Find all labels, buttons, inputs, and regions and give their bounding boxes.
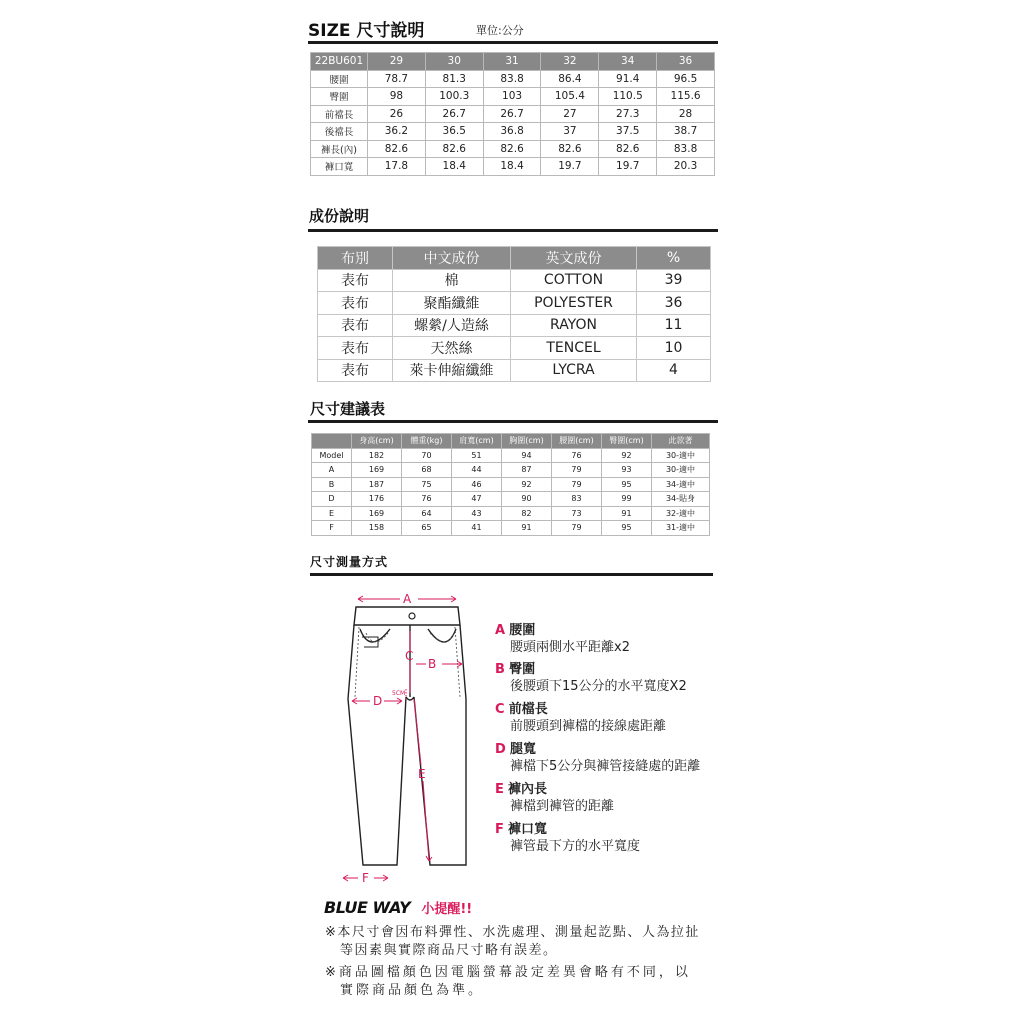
legend-desc: 褲檔到褲管的距離 xyxy=(510,799,615,814)
size_section-cell: 26 xyxy=(368,105,426,123)
legend-title: 臀圍 xyxy=(509,662,536,677)
composition_section-cell: COTTON xyxy=(511,269,637,292)
size_section-cell: 82.6 xyxy=(368,140,426,158)
diagram-label-d: D xyxy=(373,694,383,708)
fit_section-cell: 90 xyxy=(502,492,552,507)
table-row xyxy=(311,158,715,176)
size_section-cell: 28 xyxy=(657,105,715,123)
fit_section-cell: Model xyxy=(312,448,352,463)
size_section-cell: 37.5 xyxy=(599,123,657,141)
fit-section-title: 尺寸建議表 xyxy=(310,400,386,418)
size_section-cell: 27.3 xyxy=(599,105,657,123)
size_section-cell: 26.7 xyxy=(483,105,541,123)
measure-section-rule xyxy=(310,573,713,576)
reminder-note-line: 實際商品顏色為準。 xyxy=(340,983,485,998)
size-table xyxy=(310,52,715,176)
table-row xyxy=(318,337,711,360)
fit_section-cell: B xyxy=(312,477,352,492)
fit_section-cell: 176 xyxy=(352,492,402,507)
size_section-cell: 82.6 xyxy=(483,140,541,158)
fit_section-header-cell: 腰圍(cm) xyxy=(552,434,602,449)
composition_section-cell: 聚酯纖維 xyxy=(393,292,511,315)
legend-letter: D xyxy=(495,742,506,757)
composition-section-title: 成份說明 xyxy=(309,207,370,225)
fit_section-cell: 83 xyxy=(552,492,602,507)
brand-logo: BLUE WAY xyxy=(324,898,411,917)
fit_section-cell: 95 xyxy=(602,477,652,492)
size_section-cell: 17.8 xyxy=(368,158,426,176)
size_section-cell: 78.7 xyxy=(368,70,426,88)
size_section-cell: 81.3 xyxy=(425,70,483,88)
table-row xyxy=(311,123,715,141)
table-row xyxy=(312,463,710,478)
composition_section-cell: 11 xyxy=(637,314,711,337)
fit_section-cell: 92 xyxy=(502,477,552,492)
size_section-header-cell: 30 xyxy=(425,53,483,71)
fit_section-cell: 76 xyxy=(402,492,452,507)
composition-table-header xyxy=(318,247,711,270)
fit_section-cell: 99 xyxy=(602,492,652,507)
size_section-cell: 27 xyxy=(541,105,599,123)
fit_section-cell: 68 xyxy=(402,463,452,478)
size_section-header-cell: 32 xyxy=(541,53,599,71)
diagram-label-c: C xyxy=(405,649,414,663)
legend-letter: E xyxy=(495,782,504,797)
fit_section-cell: 169 xyxy=(352,463,402,478)
size-table-body xyxy=(311,70,715,175)
composition_section-cell: 表布 xyxy=(318,269,393,292)
fit_section-cell: 46 xyxy=(452,477,502,492)
legend-desc: 褲檔下5公分與褲管接縫處的距離 xyxy=(510,759,701,774)
fit_section-cell: 34-適中 xyxy=(652,477,710,492)
fit_section-cell: 47 xyxy=(452,492,502,507)
fit_section-cell: 94 xyxy=(502,448,552,463)
size_section-cell: 82.6 xyxy=(541,140,599,158)
legend-item xyxy=(495,741,700,775)
diagram-label-b: B xyxy=(428,657,437,671)
reminder-note-line: 等因素與實際商品尺寸略有誤差。 xyxy=(340,943,558,958)
composition_section-cell: 表布 xyxy=(318,314,393,337)
fit_section-header-cell: 身高(cm) xyxy=(352,434,402,449)
size_section-cell: 19.7 xyxy=(599,158,657,176)
fit_section-cell: 51 xyxy=(452,448,502,463)
fit-table-body xyxy=(312,448,710,535)
composition_section-header-cell: % xyxy=(637,247,711,270)
fit_section-cell: 30-適中 xyxy=(652,448,710,463)
composition_section-header-cell: 布別 xyxy=(318,247,393,270)
fit_section-cell: 44 xyxy=(452,463,502,478)
size-section-title: SIZE 尺寸說明 xyxy=(308,21,425,41)
size_section-header-cell: 29 xyxy=(368,53,426,71)
composition_section-cell: 4 xyxy=(637,359,711,382)
fit_section-cell: 65 xyxy=(402,521,452,536)
fit_section-cell: 76 xyxy=(552,448,602,463)
size_section-cell: 18.4 xyxy=(483,158,541,176)
composition_section-cell: POLYESTER xyxy=(511,292,637,315)
composition_section-cell: 36 xyxy=(637,292,711,315)
size_section-cell: 96.5 xyxy=(657,70,715,88)
size-unit-label: 單位:公分 xyxy=(476,24,524,37)
fit_section-cell: 82 xyxy=(502,506,552,521)
legend-letter: C xyxy=(495,702,505,717)
composition_section-header-cell: 英文成份 xyxy=(511,247,637,270)
fit_section-header-cell: 臀圍(cm) xyxy=(602,434,652,449)
fit-section-rule xyxy=(308,420,718,423)
fit_section-cell: 93 xyxy=(602,463,652,478)
size_section-header-cell: 31 xyxy=(483,53,541,71)
composition_section-cell: TENCEL xyxy=(511,337,637,360)
size-table-header xyxy=(311,53,715,71)
fit_section-cell: 182 xyxy=(352,448,402,463)
fit_section-cell: 95 xyxy=(602,521,652,536)
fit_section-cell: 41 xyxy=(452,521,502,536)
size_section-header-cell: 22BU601 xyxy=(311,53,368,71)
fit_section-cell: 92 xyxy=(602,448,652,463)
diagram-label-a: A xyxy=(403,592,412,606)
table-row xyxy=(318,269,711,292)
size_section-cell: 褲長(內) xyxy=(311,140,368,158)
table-row xyxy=(311,140,715,158)
fit_section-cell: 30-適中 xyxy=(652,463,710,478)
legend-title: 前檔長 xyxy=(508,702,548,717)
size_section-cell: 38.7 xyxy=(657,123,715,141)
table-row xyxy=(318,292,711,315)
size_section-cell: 26.7 xyxy=(425,105,483,123)
size_section-cell: 115.6 xyxy=(657,88,715,106)
table-row xyxy=(311,70,715,88)
legend-desc: 腰頭兩側水平距離x2 xyxy=(510,640,630,655)
size_section-cell: 19.7 xyxy=(541,158,599,176)
size_section-cell: 腰圍 xyxy=(311,70,368,88)
diagram-label-5cm: 5CM xyxy=(392,690,406,697)
size_section-cell: 18.4 xyxy=(425,158,483,176)
legend-title: 褲內長 xyxy=(508,782,548,797)
diagram-label-f: F xyxy=(362,871,369,885)
composition-table-body xyxy=(318,269,711,382)
fit_section-cell: 79 xyxy=(552,463,602,478)
diagram-label-e: E xyxy=(418,767,426,781)
size_section-cell: 86.4 xyxy=(541,70,599,88)
size_section-cell: 前襠長 xyxy=(311,105,368,123)
size_section-cell: 105.4 xyxy=(541,88,599,106)
size_section-cell: 110.5 xyxy=(599,88,657,106)
size_section-cell: 82.6 xyxy=(599,140,657,158)
fit_section-cell: 158 xyxy=(352,521,402,536)
composition_section-cell: 表布 xyxy=(318,359,393,382)
fit_section-cell: A xyxy=(312,463,352,478)
legend-desc: 褲管最下方的水平寬度 xyxy=(510,839,641,854)
fit_section-cell: 73 xyxy=(552,506,602,521)
table-row xyxy=(312,492,710,507)
size_section-header-cell: 34 xyxy=(599,53,657,71)
size_section-cell: 37 xyxy=(541,123,599,141)
fit_section-cell: 187 xyxy=(352,477,402,492)
size_section-cell: 36.8 xyxy=(483,123,541,141)
fit_section-header-cell: 體重(kg) xyxy=(402,434,452,449)
fit_section-header-cell: 肩寬(cm) xyxy=(452,434,502,449)
reminder-note-line: ※商品圖檔顏色因電腦螢幕設定差異會略有不同，以 xyxy=(325,965,691,980)
fit_section-cell: 31-適中 xyxy=(652,521,710,536)
reminder-note-line: ※本尺寸會因布料彈性、水洗處理、測量起訖點、人為拉扯 xyxy=(325,925,700,940)
size_section-cell: 褲口寬 xyxy=(311,158,368,176)
legend-item xyxy=(495,622,630,656)
table-row xyxy=(312,477,710,492)
fit_section-cell: 91 xyxy=(602,506,652,521)
fit_section-cell: 79 xyxy=(552,521,602,536)
fit_section-header-cell xyxy=(312,434,352,449)
size_section-cell: 103 xyxy=(483,88,541,106)
table-row xyxy=(312,521,710,536)
fit_section-cell: 64 xyxy=(402,506,452,521)
fit_section-cell: 87 xyxy=(502,463,552,478)
composition_section-cell: 萊卡伸縮纖維 xyxy=(393,359,511,382)
size_section-cell: 後襠長 xyxy=(311,123,368,141)
size_section-cell: 82.6 xyxy=(425,140,483,158)
legend-letter: A xyxy=(495,623,506,638)
measure-section-title: 尺寸測量方式 xyxy=(310,555,389,569)
fit_section-cell: 32-適中 xyxy=(652,506,710,521)
table-row xyxy=(311,105,715,123)
composition_section-cell: 表布 xyxy=(318,292,393,315)
fit_section-cell: 79 xyxy=(552,477,602,492)
legend-title: 腰圍 xyxy=(509,623,536,638)
composition_section-cell: RAYON xyxy=(511,314,637,337)
legend-title: 褲口寬 xyxy=(508,822,548,837)
table-row xyxy=(318,359,711,382)
size_section-cell: 83.8 xyxy=(657,140,715,158)
composition_section-cell: 10 xyxy=(637,337,711,360)
size_section-cell: 20.3 xyxy=(657,158,715,176)
size_section-cell: 臀圍 xyxy=(311,88,368,106)
composition_section-header-cell: 中文成份 xyxy=(393,247,511,270)
composition_section-cell: 天然絲 xyxy=(393,337,511,360)
fit-table xyxy=(311,433,710,536)
composition_section-cell: 螺縈/人造絲 xyxy=(393,314,511,337)
composition_section-cell: LYCRA xyxy=(511,359,637,382)
size_section-cell: 36.2 xyxy=(368,123,426,141)
table-row xyxy=(318,314,711,337)
composition-table xyxy=(317,246,711,382)
size_section-header-cell: 36 xyxy=(657,53,715,71)
reminder-heading xyxy=(324,898,472,917)
table-row xyxy=(312,506,710,521)
composition_section-cell: 39 xyxy=(637,269,711,292)
fit_section-cell: 34-貼身 xyxy=(652,492,710,507)
composition_section-cell: 表布 xyxy=(318,337,393,360)
legend-title: 腿寬 xyxy=(509,742,536,757)
fit_section-header-cell: 胸圍(cm) xyxy=(502,434,552,449)
table-row xyxy=(312,448,710,463)
fit_section-header-cell: 此款著 xyxy=(652,434,710,449)
fit-table-header xyxy=(312,434,710,449)
legend-desc: 後腰頭下15公分的水平寬度X2 xyxy=(510,679,687,694)
fit_section-cell: 75 xyxy=(402,477,452,492)
legend-item xyxy=(495,701,666,735)
size_section-cell: 100.3 xyxy=(425,88,483,106)
legend-desc: 前腰頭到褲檔的接線處距離 xyxy=(510,719,667,734)
table-row xyxy=(311,88,715,106)
fit_section-cell: 169 xyxy=(352,506,402,521)
legend-item xyxy=(495,781,614,815)
legend-letter: B xyxy=(495,662,505,677)
pants-measurement-diagram xyxy=(330,585,500,895)
size-section-rule xyxy=(308,41,718,44)
size_section-cell: 83.8 xyxy=(483,70,541,88)
fit_section-cell: E xyxy=(312,506,352,521)
size_section-cell: 36.5 xyxy=(425,123,483,141)
fit_section-cell: 43 xyxy=(452,506,502,521)
legend-item xyxy=(495,661,687,695)
fit_section-cell: 91 xyxy=(502,521,552,536)
legend-letter: F xyxy=(495,822,504,837)
size_section-cell: 98 xyxy=(368,88,426,106)
reminder-title: 小提醒!! xyxy=(421,902,473,917)
composition-section-rule xyxy=(308,229,718,232)
size_section-cell: 91.4 xyxy=(599,70,657,88)
fit_section-cell: D xyxy=(312,492,352,507)
composition_section-cell: 棉 xyxy=(393,269,511,292)
fit_section-cell: F xyxy=(312,521,352,536)
legend-item xyxy=(495,821,640,855)
fit_section-cell: 70 xyxy=(402,448,452,463)
